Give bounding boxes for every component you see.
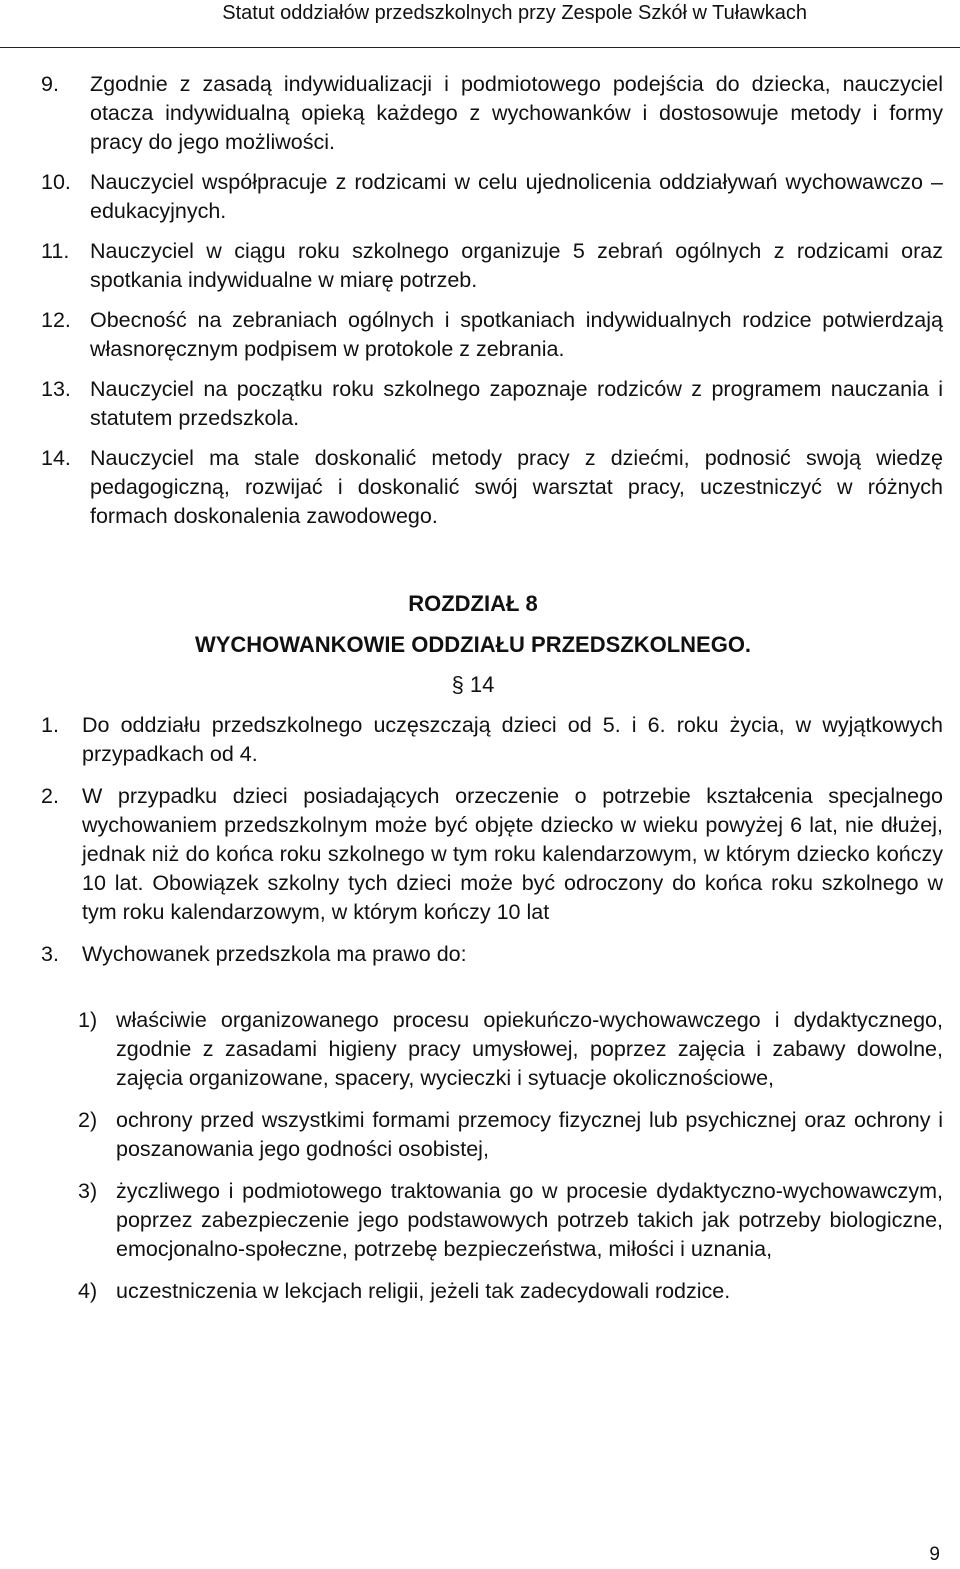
item-text: Nauczyciel w ciągu roku szkolnego organizuje 5 zebrań ogólnych z rodzicami oraz spotkania indywidualne w miarę potrzeb. — [90, 239, 943, 292]
list-item — [41, 444, 943, 531]
item-text: ochrony przed wszystkimi formami przemocy fizycznej lub psychicznej oraz ochrony i poszanowania jego godności osobistej, — [116, 1108, 943, 1161]
sublist-item — [78, 1277, 943, 1306]
list-item — [41, 306, 943, 364]
item-text: Wychowanek przedszkola ma prawo do: — [82, 942, 467, 966]
item-text: Nauczyciel ma stale doskonalić metody pracy z dziećmi, podnosić swoją wiedzę pedagogiczną, rozwijać i doskonalić swój warsztat pracy, uczestniczyć w różnych formach doskonalenia zawodowego. — [90, 446, 943, 528]
chapter-heading: ROZDZIAŁ 8 — [408, 591, 538, 616]
rights-sublist — [78, 1006, 943, 1319]
paragraph-number: § 14 — [451, 672, 495, 697]
list-item — [41, 711, 943, 769]
list-item — [41, 70, 943, 157]
item-text: właściwie organizowanego procesu opiekuńczo-wychowawczego i dydaktycznego, zgodnie z zasadami higieny pracy umysłowej, poprzez zajęcia i zabawy dowolne, zajęcia organizowane, spacery, wycieczki i sytuacje okolicznościowe, — [116, 1008, 943, 1090]
item-text: Nauczyciel współpracuje z rodzicami w celu ujednolicenia oddziaływań wychowawczo – edukacyjnych. — [90, 170, 943, 223]
numbered-list-pupils — [41, 711, 943, 982]
item-number: 2. — [41, 784, 59, 808]
numbered-list-teacher-duties — [41, 70, 943, 542]
item-number: 3. — [41, 942, 59, 966]
sublist-item — [78, 1006, 943, 1093]
list-item — [41, 782, 943, 927]
sublist-item — [78, 1106, 943, 1164]
item-number: 1) — [78, 1008, 98, 1032]
item-text: Nauczyciel na początku roku szkolnego zapoznaje rodziców z programem nauczania i statutem przedszkola. — [90, 377, 943, 430]
item-number: 11. — [41, 239, 70, 263]
item-number: 3) — [78, 1179, 98, 1203]
list-item — [41, 237, 943, 295]
item-number: 2) — [78, 1108, 98, 1132]
list-item — [41, 375, 943, 433]
page-header — [0, 0, 960, 48]
header-title: Statut oddziałów przedszkolnych przy Zespole Szkół w Tuławkach — [222, 2, 807, 24]
item-number: 9. — [41, 72, 59, 96]
item-number: 14. — [41, 446, 71, 470]
item-text: życzliwego i podmiotowego traktowania go w procesie dydaktyczno-wychowawczym, poprzez zabezpieczenie jego podstawowych potrzeb takich jak potrzeby biologiczne, emocjonalno-społeczne, potrzebę bezpieczeństwa, miłości i uznania, — [116, 1179, 943, 1261]
item-number: 1. — [41, 713, 59, 737]
item-text: Obecność na zebraniach ogólnych i spotkaniach indywidualnych rodzice potwierdzają własnoręcznym podpisem w protokole z zebrania. — [90, 308, 943, 361]
item-number: 13. — [41, 377, 71, 401]
item-number: 4) — [78, 1279, 98, 1303]
chapter-title: WYCHOWANKOWIE ODDZIAŁU PRZEDSZKOLNEGO. — [194, 632, 752, 657]
item-number: 12. — [41, 308, 71, 332]
sublist-item — [78, 1177, 943, 1264]
item-number: 10. — [41, 170, 71, 194]
item-text: Do oddziału przedszkolnego uczęszczają dzieci od 5. i 6. roku życia, w wyjątkowych przypadkach od 4. — [82, 713, 943, 766]
item-text: W przypadku dzieci posiadających orzeczenie o potrzebie kształcenia specjalnego wychowaniem przedszkolnym może być objęte dziecko w wieku powyżej 6 lat, nie dłużej, jednak niż do końca roku szkolnego w tym roku kalendarzowym, w którym dziecko kończy 10 lat. Obowiązek szkolny tych dzieci może być odroczony do końca roku szkolnego w tym roku kalendarzowym, w którym kończy 10 lat — [82, 784, 943, 924]
item-text: uczestniczenia w lekcjach religii, jeżeli tak zadecydowali rodzice. — [116, 1279, 731, 1303]
list-item — [41, 168, 943, 226]
item-text: Zgodnie z zasadą indywidualizacji i podmiotowego podejścia do dziecka, nauczyciel otacza indywidualną opieką każdego z wychowanków i dostosowuje metody i formy pracy do jego możliwości. — [90, 72, 943, 154]
page-number: 9 — [929, 1544, 940, 1565]
list-item — [41, 940, 943, 969]
